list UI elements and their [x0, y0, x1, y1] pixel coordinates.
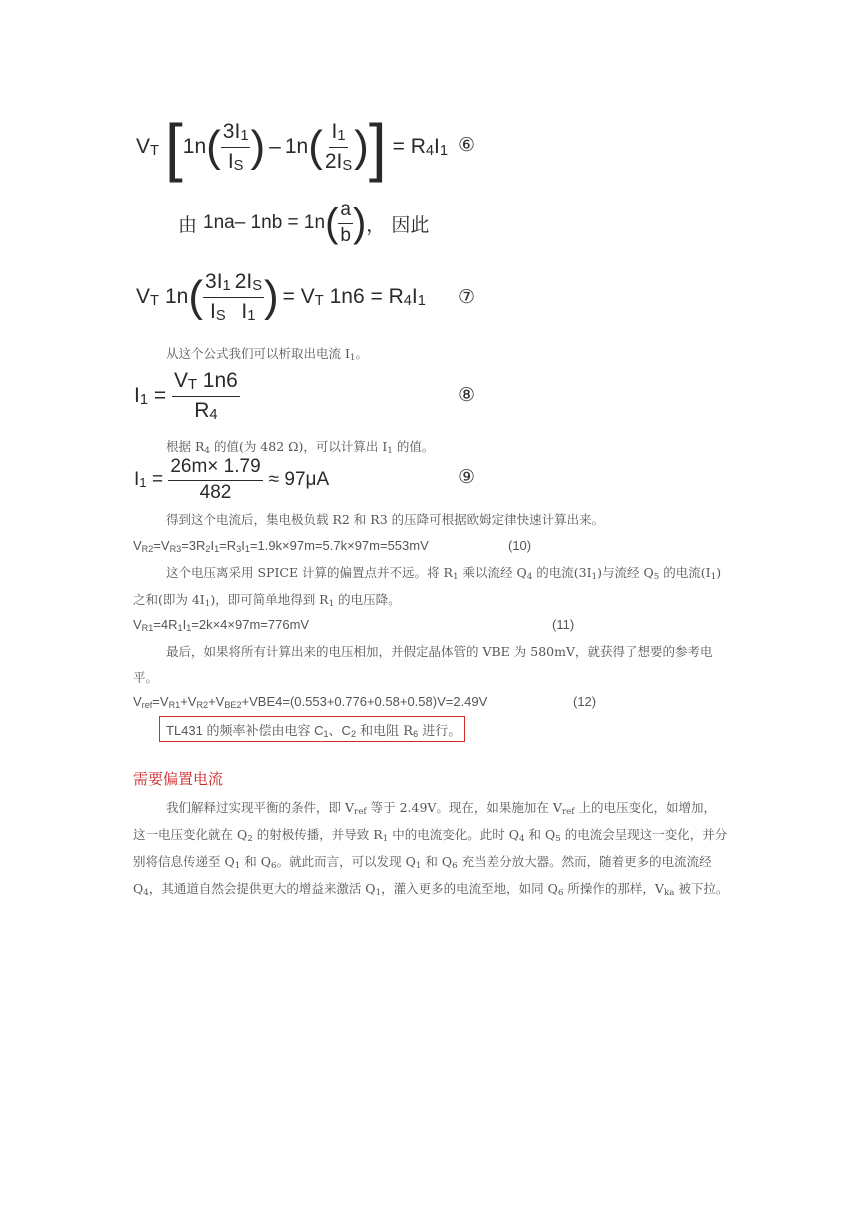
- equation-9: [134, 456, 329, 504]
- eq6-ln1: 1n: [182, 135, 207, 158]
- text-r4-value: 根据 $R_4$ 的值(为 482 Ω)，可以计算出 $I_1$ 的值。: [166, 439, 435, 456]
- paragraph-line3: 别将信息传递至 $Q_1$ 和 $Q_6$。就此而言，可以发现 $Q_1$ 和 $Q_6$ 充当差分放大器。然而，随着更多的电流流经: [133, 854, 712, 871]
- text-voltage-drop: 得到这个电流后，集电极负载 R2 和 R3 的压降可根据欧姆定律快速计算出来。: [166, 512, 605, 527]
- equation-6: [136, 112, 448, 182]
- eq7-paren-close: ): [264, 272, 279, 321]
- eq7-paren-open: (: [188, 272, 204, 321]
- log-expr: 1na– 1nb = 1n: [203, 212, 326, 233]
- formula-line-12-number: (12): [573, 694, 597, 709]
- eq7-rhs: = $V_T$ $1n6 = R_4I_1$: [282, 285, 426, 309]
- eq9-lhs: $I_1$: [134, 469, 147, 490]
- eq6-fraction-1: $\frac{3I_1}{I_S}$: [222, 120, 249, 174]
- eq7-vt: $V_T$: [136, 285, 159, 309]
- text-spice-line2: 之和(即为 $4I_1$)，即可简单地得到 $R_1$ 的电压降。: [133, 592, 401, 609]
- formula-line-12: $V_{ref}=V_{R1}+V_{R2}+V_{BE2}+VBE4=(0.553+0.776+0.58+0.58)V=2.49V$: [133, 694, 488, 710]
- eq9-fraction: $\frac{26m\times 1.79}{482}$: [170, 455, 261, 503]
- equation-8-number: ⑧: [458, 385, 476, 406]
- eq6-paren-open-1: (: [206, 122, 221, 171]
- formula-line-10-number: (10): [508, 538, 532, 553]
- log-identity: [178, 198, 429, 248]
- eq6-minus: –: [269, 135, 281, 158]
- paragraph-line2: 这一电压变化就在 $Q_2$ 的射极传播，并导致 $R_1$ 中的电流变化。此时 $Q_4$ 和 $Q_5$ 的电流会呈现这一变化，并分: [133, 827, 728, 844]
- eq6-left-bracket: [: [165, 111, 183, 183]
- eq6-right-bracket: ]: [368, 111, 387, 183]
- text-spice-line1: 这个电压离采用 SPICE 计算的偏置点并不远。将 $R_1$ 乘以流经 $Q_4$ 的电流$(3I_1)$与流经 $Q_5$ 的电流$(I_1)$: [166, 565, 722, 582]
- equation-9-number: ⑨: [458, 467, 476, 488]
- formula-line-11: $V_{R1}=4R_1I_1=2k\times 4\times 97m=776mV$: [133, 617, 310, 633]
- formula-line-10: $V_{R2}=V_{R3}=3R_2I_1=R_3I_1=1.9k\times 97m=5.7k\times 97m=553mV$: [133, 538, 429, 554]
- eq6-vt: $V_T$: [136, 135, 159, 159]
- eq6-ln2: 1n: [284, 135, 309, 158]
- eq6-paren-close-2: ): [354, 122, 369, 171]
- log-paren-close: ): [352, 201, 367, 245]
- eq6-fraction-2: $\frac{I_1}{2I_S}$: [324, 120, 353, 174]
- eq7-ln: 1n: [165, 285, 189, 308]
- equation-7-number: ⑦: [458, 287, 476, 308]
- eq9-equals: =: [146, 469, 169, 490]
- equation-6-number: ⑥: [458, 135, 476, 156]
- eq6-paren-close-1: ): [250, 122, 266, 171]
- log-fraction: $\frac{a}{b}$: [340, 198, 351, 246]
- eq9-approx: ≈ 97μA: [268, 469, 330, 490]
- log-paren-open: (: [325, 201, 339, 245]
- frequency-compensation-text: TL431 的频率补偿由电容 $C_1$、$C_2$ 和电阻 $R_6$ 进行。: [166, 723, 462, 739]
- eq7-fraction-1: $\frac{3I_1}{I_S}$: [205, 270, 231, 324]
- paragraph-line1: 我们解释过实现平衡的条件，即 $V_{ref}$ 等于 2.49V。现在，如果施加在 $V_{ref}$ 上的电压变化，如增加，: [166, 800, 717, 817]
- log-suffix: ， 因此: [366, 213, 430, 236]
- eq6-paren-open-2: (: [308, 122, 323, 171]
- formula-line-11-number: (11): [552, 617, 575, 632]
- paragraph-line4: $Q_4$，其通道自然会提供更大的增益来激活 $Q_1$，灌入更多的电流至地，如同 $Q_6$ 所操作的那样，$V_{ka}$ 被下拉。: [133, 881, 729, 898]
- eq6-rhs: = $R_4I_1$: [392, 135, 449, 159]
- text-final-line1: 最后，如果将所有计算出来的电压相加，并假定晶体管的 VBE 为 580mV，就获得了想要的参考电: [166, 644, 713, 659]
- log-prefix: 由: [178, 213, 198, 236]
- text-final-line2: 平。: [133, 670, 159, 685]
- equation-7: [136, 270, 426, 324]
- eq8-lhs: $I_1$: [134, 384, 149, 408]
- eq8-fraction: $\frac{V_T 1n6}{R_4}$: [173, 369, 238, 423]
- text-extract-current: 从这个公式我们可以析取出电流 $I_1$。: [166, 346, 369, 363]
- section-heading: 需要偏置电流: [133, 770, 224, 788]
- eq7-fraction-2: $\frac{2I_S}{I_1}$: [234, 270, 263, 324]
- equation-8: [134, 368, 240, 424]
- eq8-equals: =: [148, 384, 172, 407]
